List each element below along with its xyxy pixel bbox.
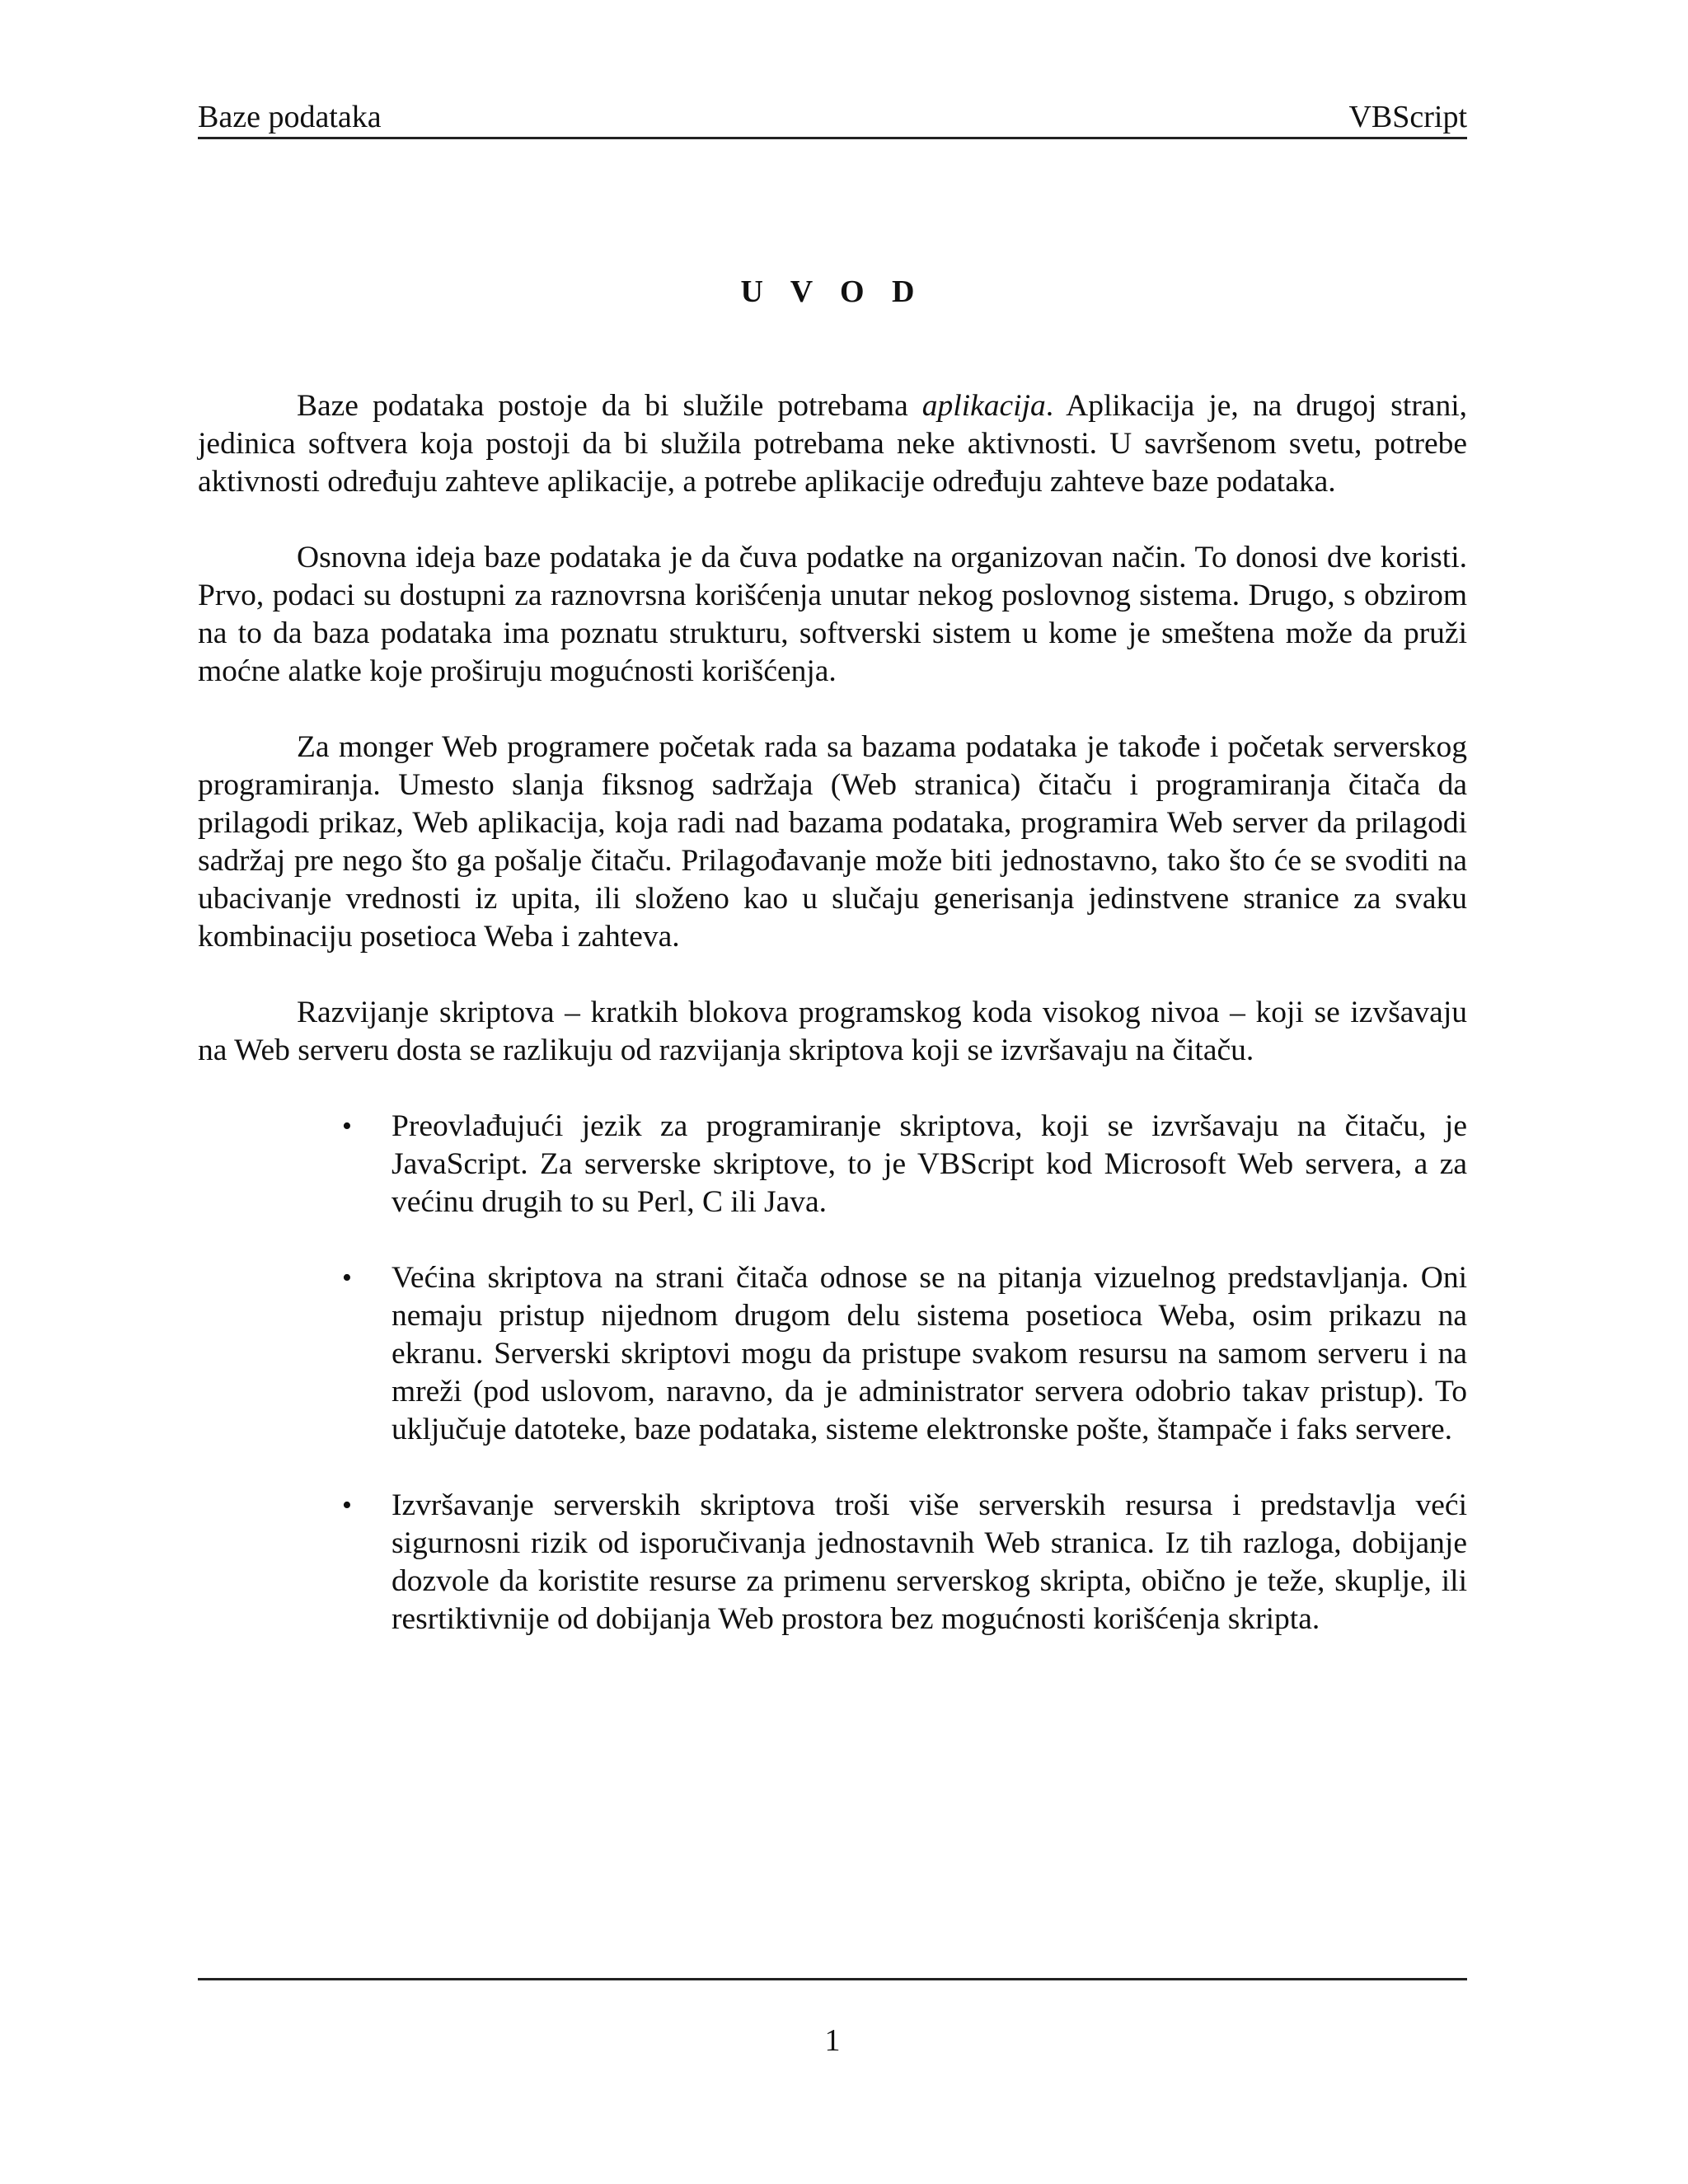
bullet-item-2-text: Većina skriptova na strani čitača odnose se na pitanja vizuelnog predstavljanja. Oni nemaju pristup nijednom drugom delu sistema posetioca Weba, osim prikazu na ekranu. Serverski skriptovi mogu da pristupe svakom resursu na samom serveru i na mreži (pod uslovom, naravno, da je administrator servera odobrio takav pristup). To uključuje datoteke, baze podataka, sisteme elektronske pošte, štampače i faks servere.	[392, 1261, 1467, 1446]
paragraph-4: Razvijanje skriptova – kratkih blokova programskog koda visokog nivoa – koji se izvšavaju na Web serveru dosta se razlikuju od razvijanja skriptova koji se izvršavaju na čitaču.	[198, 996, 1467, 1067]
bullet-item-2	[342, 1259, 1467, 1449]
header-right-title: VBScript	[1348, 100, 1467, 134]
bullet-item-3	[342, 1487, 1467, 1638]
footer-divider	[198, 1978, 1467, 1980]
bullet-item-3-text: Izvršavanje serverskih skriptova troši više serverskih resursa i predstavlja veći sigurnosni rizik od isporučivanja jednostavnih Web stranica. Iz tih razloga, dobijanje dozvole da koristite resurse za primenu serverskog skripta, obično je teže, skuplje, ili resrtiktivnije od dobijanja Web prostora bez mogućnosti korišćenja skripta.	[392, 1488, 1467, 1636]
section-title: U V O D	[740, 274, 925, 309]
page-number: 1	[824, 2023, 841, 2058]
bullet-list	[198, 1108, 1467, 1638]
bullet-item-1-text: Preovlađujući jezik za programiranje skriptova, koji se izvršavaju na čitaču, je JavaScript. Za serverske skriptove, to je VBScript kod Microsoft Web servera, a za većinu drugih to su Perl, C ili Java.	[392, 1109, 1467, 1219]
paragraph-3: Za monger Web programere početak rada sa bazama podataka je takođe i početak serverskog programiranja. Umesto slanja fiksnog sadržaja (Web stranica) čitaču i programiranja čitača da prilagodi prikaz, Web aplikacija, koja radi nad bazama podataka, programira Web server da prilagodi sadržaj pre nego što ga pošalje čitaču. Prilagođavanje može biti jednostavno, tako što će se svoditi na ubacivanje vrednosti iz upita, ili složeno kao u slučaju generisanja jedinstvene stranice za svaku kombinaciju posetioca Weba i zahteva.	[198, 730, 1467, 954]
paragraph-2: Osnovna ideja baze podataka je da čuva podatke na organizovan način. To donosi dve koristi. Prvo, podaci su dostupni za raznovrsna korišćenja unutar nekog poslovnog sistema. Drugo, s obzirom na to da baza podataka ima poznatu strukturu, softverski sistem u kome je smeštena može da pruži moćne alatke koje proširuju mogućnosti korišćenja.	[198, 541, 1467, 688]
bullet-item-1	[342, 1108, 1467, 1221]
paragraph-1-text-start: Baze podataka postoje da bi služile potrebama	[297, 389, 922, 423]
page-header	[198, 97, 1467, 139]
header-left-title: Baze podataka	[198, 100, 382, 134]
paragraph-1	[198, 387, 1467, 501]
bullet-icon: •	[342, 1111, 352, 1141]
paragraph-1-text-end: . Aplikacija je, na drugoj strani, jedinica softvera koja postoji da bi služila potrebama neke aktivnosti. U savršenom svetu, potrebe aktivnosti određuju zahteve aplikacije, a potrebe aplikacije određuju zahteve baze podataka.	[198, 389, 1467, 499]
bullet-icon: •	[342, 1490, 352, 1521]
document-body	[198, 387, 1467, 1676]
paragraph-1-emphasis: aplikacija	[921, 389, 1046, 423]
bullet-icon: •	[342, 1263, 352, 1293]
